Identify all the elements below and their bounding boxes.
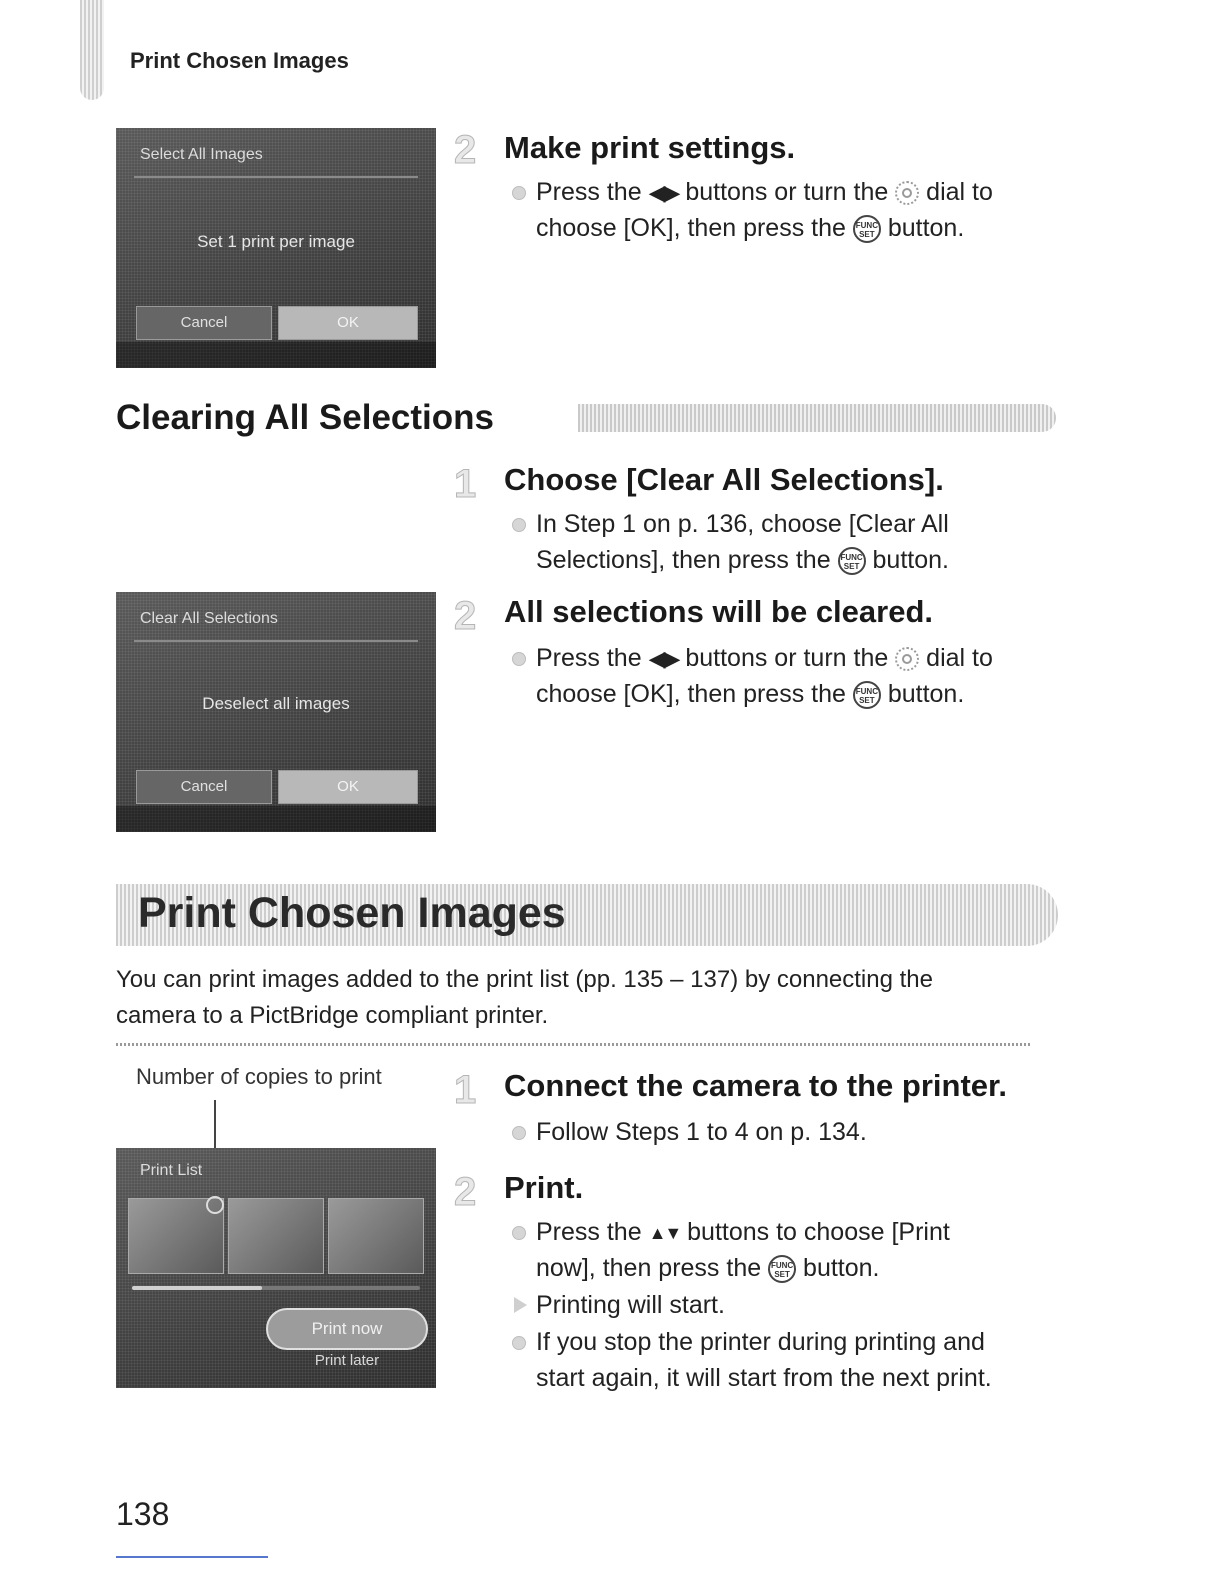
header-tab-decoration (80, 0, 104, 100)
print-later-option: Print later (314, 1352, 380, 1369)
text-segment: buttons or turn the (685, 178, 889, 206)
section-heading-bar (578, 404, 1056, 432)
step-number-1: 1 (454, 462, 477, 506)
text-segment: Selections], then press the (536, 546, 831, 574)
step-number-2: 2 (454, 1170, 477, 1214)
callout-label: Number of copies to print (136, 1064, 382, 1089)
scroll-thumb (132, 1286, 262, 1290)
section-heading-clearing: Clearing All Selections (116, 398, 494, 437)
step-body-line (536, 640, 993, 677)
step-body-line: Printing will start. (536, 1291, 725, 1319)
bullet-icon (512, 1226, 526, 1240)
step-heading: Print. (504, 1170, 584, 1205)
text-segment: dial to (926, 178, 993, 206)
step-number-2: 2 (454, 594, 477, 638)
step-number-1: 1 (454, 1068, 477, 1112)
intro-line: camera to a PictBridge compliant printer. (116, 1002, 549, 1029)
step-heading: All selections will be cleared. (504, 594, 934, 629)
step-body-line (536, 676, 964, 712)
step-heading: Make print settings. (504, 130, 796, 165)
text-segment: buttons or turn the (685, 644, 889, 672)
screen-ok-button: OK (278, 306, 418, 340)
print-now-option: Print now (266, 1308, 428, 1350)
camera-screen-select-all (116, 128, 436, 368)
callout-target-marker (206, 1196, 224, 1214)
text-segment: buttons to choose [Print (687, 1218, 950, 1246)
image-thumbnail (328, 1198, 424, 1274)
up-down-arrows-icon: ▲▼ (648, 1223, 681, 1244)
func-set-label-part: SET (843, 562, 860, 572)
step-body-line (536, 542, 949, 578)
intro-paragraph (116, 962, 1066, 1034)
func-set-button-icon (768, 1255, 796, 1283)
left-right-arrows-icon: ◀▶ (648, 180, 679, 206)
dotted-divider (116, 1043, 1032, 1046)
text-segment: button. (872, 546, 949, 574)
screen-title: Print List (140, 1162, 203, 1179)
text-segment: choose [OK], then press the (536, 680, 846, 708)
page-number: 138 (116, 1496, 170, 1532)
left-right-arrows-icon: ◀▶ (648, 646, 679, 672)
bullet-icon (512, 1336, 526, 1350)
bullet-icon (512, 1126, 526, 1140)
func-set-button-icon (853, 215, 881, 243)
screen-title: Select All Images (140, 146, 263, 163)
step-body-line (536, 1214, 950, 1251)
step-heading: Choose [Clear All Selections]. (504, 462, 944, 497)
screen-bottom-bar (116, 806, 436, 832)
bullet-icon (512, 186, 526, 200)
screen-message: Deselect all images (202, 694, 350, 713)
func-set-label-part: FUNC (770, 1261, 794, 1271)
image-thumbnail (228, 1198, 324, 1274)
control-dial-icon (895, 181, 919, 205)
screen-title: Clear All Selections (140, 610, 278, 627)
screen-cancel-button: Cancel (136, 770, 272, 804)
screen-bottom-bar (116, 342, 436, 368)
func-set-button-icon (838, 547, 866, 575)
screen-divider (134, 640, 418, 642)
text-segment: now], then press the (536, 1254, 762, 1282)
screen-message: Set 1 print per image (197, 232, 355, 251)
func-set-label-part: SET (774, 1270, 790, 1280)
intro-line: You can print images added to the print list (pp. 135 – 137) by connecting the (116, 966, 933, 993)
step-body-line: start again, it will start from the next print. (536, 1364, 992, 1392)
camera-screen-clear-all (116, 592, 436, 832)
result-arrow-icon (514, 1297, 527, 1313)
func-set-label-part: SET (859, 230, 875, 240)
text-segment: choose [OK], then press the (536, 214, 846, 242)
step-body-line: Follow Steps 1 to 4 on p. 134. (536, 1118, 867, 1146)
camera-screen-print-list (116, 1148, 436, 1388)
text-segment: Press the (536, 178, 642, 206)
step-body-line (536, 1250, 880, 1286)
text-segment: dial to (926, 644, 993, 672)
text-segment: Press the (536, 644, 642, 672)
func-set-label-part: FUNC (855, 687, 878, 697)
screen-ok-button: OK (278, 770, 418, 804)
text-segment: button. (887, 680, 965, 708)
step-body-line (536, 174, 993, 211)
screen-divider (134, 176, 418, 178)
func-set-label-part: FUNC (840, 553, 863, 563)
step-number-2: 2 (454, 128, 477, 172)
func-set-button-icon (853, 681, 881, 709)
screen-cancel-button: Cancel (136, 306, 272, 340)
func-set-label-part: SET (859, 696, 875, 706)
bullet-icon (512, 652, 526, 666)
step-body-line: If you stop the printer during printing and (536, 1328, 985, 1356)
page-underline (116, 1556, 268, 1558)
func-set-label-part: FUNC (855, 221, 878, 231)
running-header-title: Print Chosen Images (130, 48, 349, 73)
bullet-icon (512, 518, 526, 532)
step-body-line (536, 210, 964, 246)
text-segment: button. (803, 1254, 880, 1282)
step-body-line: In Step 1 on p. 136, choose [Clear All (536, 510, 949, 538)
text-segment: Press the (536, 1218, 642, 1246)
section-banner-title: Print Chosen Images (138, 889, 566, 937)
text-segment: button. (887, 214, 965, 242)
step-heading: Connect the camera to the printer. (504, 1068, 1007, 1103)
control-dial-icon (895, 647, 919, 671)
